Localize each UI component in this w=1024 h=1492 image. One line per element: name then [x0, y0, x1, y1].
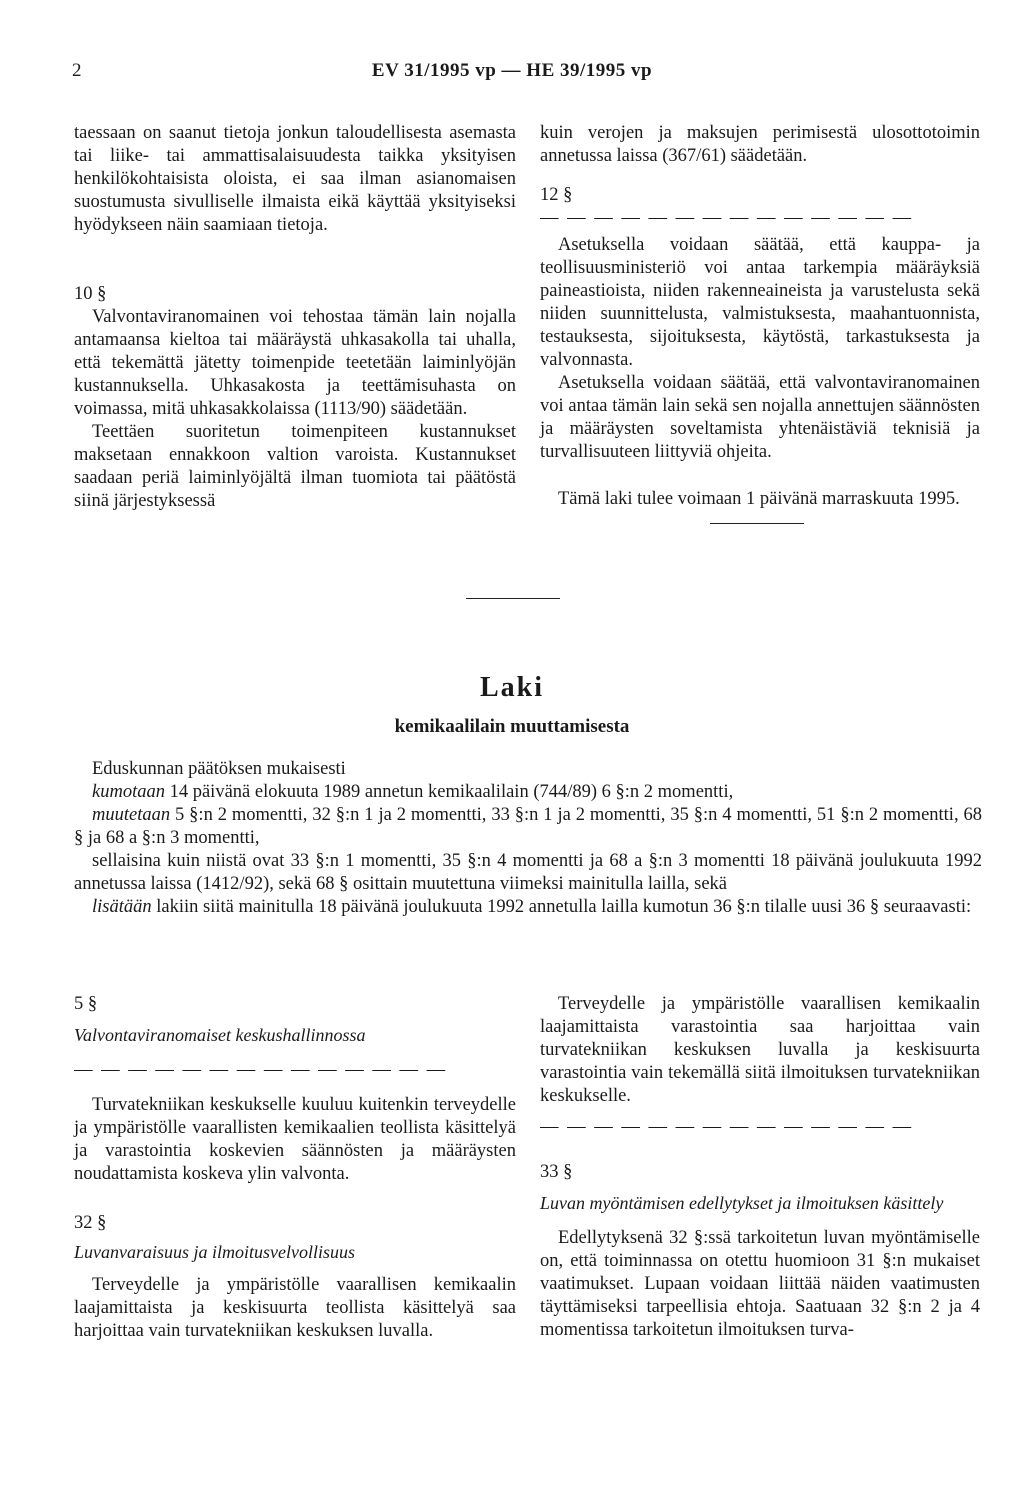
page-number: 2	[72, 60, 82, 81]
law-subtitle: kemikaalilain muuttamisesta	[394, 716, 630, 737]
running-head: EV 31/1995 vp — HE 39/1995 vp	[371, 60, 653, 81]
section-5-heading: Valvontaviranomaiset keskushallinnossa	[74, 1025, 366, 1045]
section-32-heading: Luvanvaraisuus ja ilmoitusvelvollisuus	[74, 1242, 355, 1262]
right-column-bottom	[540, 993, 980, 1342]
section-10-title: 10 §	[74, 284, 107, 304]
entry-into-force: Tämä laki tulee voimaan 1 päivänä marraskuuta 1995.	[558, 489, 960, 509]
enacting-clause	[74, 758, 982, 919]
section-32-paragraph: Terveydelle ja ympäristölle vaarallisen kemikaalin laajamittaista ja keskisuurta teollista käsittelyä saa harjoittaa vain turvatekniikan keskuksen luvalla.	[74, 1275, 516, 1341]
section-10-paragraph-1: Valvontaviranomainen voi tehostaa tämän lain nojalla antamaansa kieltoa tai määräystä uhkasakolla tai uhalla, että tekemättä jätetty toimenpide teetetään laiminlyöjän kustannuksella. Uhkasakosta ja teettämisuhasta on voimassa, mitä uhkasakkolaissa (1113/90) säädetään.	[74, 307, 516, 419]
left-column-top	[74, 122, 516, 513]
as-amended-clause: sellaisina kuin niistä ovat 33 §:n 1 momentti, 35 §:n 4 momentti ja 68 a §:n 3 momentti 18 päivänä joulukuuta 1992 annetussa laissa (1412/92), sekä 68 § osittain muutettuna viimeksi mainitulla lailla, sekä	[74, 851, 982, 894]
end-of-act-rule	[466, 598, 560, 599]
add-clause	[74, 896, 982, 919]
section-5-title: 5 §	[74, 994, 98, 1014]
section-12-paragraph-2: Asetuksella voidaan säätää, että valvontaviranomainen voi antaa tämän lain sekä sen nojalla annettujen säännösten ja määräysten soveltamista yhtenäistäviä teknisiä ja turvallisuuteen liittyviä ohjeita.	[540, 373, 980, 462]
section-33-paragraph: Edellytyksenä 32 §:ssä tarkoitetun luvan myöntämiselle on, että toiminnassa on otettu huomioon 31 §:n mukaiset vaatimukset. Lupaan voidaan liittää näiden vaatimusten täyttämiseksi tarpeellisia ehtoja. Saatuaan 32 §:n 2 ja 4 momentissa tarkoitetun ilmoituksen turva-	[540, 1228, 980, 1340]
short-rule-right	[710, 523, 804, 524]
left-column-bottom	[74, 993, 516, 1343]
repeal-keyword: kumotaan	[92, 782, 165, 802]
continued-paragraph-right: kuin verojen ja maksujen perimisestä ulosottotoimin annetussa laissa (367/61) säädetään.	[540, 123, 980, 166]
section-12-title: 12 §	[540, 185, 573, 205]
section-33-heading: Luvan myöntämisen edellytykset ja ilmoituksen käsittely	[540, 1193, 944, 1213]
intro-line: Eduskunnan päätöksen mukaisesti	[92, 759, 346, 779]
add-keyword: lisätään	[92, 897, 152, 917]
section-32-title: 32 §	[74, 1213, 107, 1233]
omission-dashes-left: — — — — — — — — — — — — — —	[74, 1060, 448, 1080]
section-5-paragraph: Turvatekniikan keskukselle kuuluu kuitenkin terveydelle ja ympäristölle vaarallisten kemikaalien teollista käsittelyä ja varastointia koskevien säännösten ja määräysten noudattamista koskeva ylin valvonta.	[74, 1095, 516, 1184]
omission-dashes: — — — — — — — — — — — — — —	[540, 208, 914, 228]
repeal-clause	[74, 781, 982, 804]
law-title: Laki	[479, 672, 545, 703]
add-text: lakiin siitä mainitulla 18 päivänä joulukuuta 1992 annetulla lailla kumotun 36 §:n tilalle uusi 36 § seuraavasti:	[151, 897, 972, 917]
section-12-paragraph-1: Asetuksella voidaan säätää, että kauppa- ja teollisuusministeriö voi antaa tarkempia määräyksiä paineastioista, niiden rakenneaineista ja varustelusta sekä niiden suunnittelusta, valmistuksesta, maahantuonnista, testauksesta, sijoituksesta, käytöstä, tarkastuksesta ja valvonnasta.	[540, 235, 980, 370]
section-10-paragraph-2: Teettäen suoritetun toimenpiteen kustannukset maksetaan ennakkoon valtion varoista. Kustannukset saadaan periä laiminlyöjältä ilman tuomiota tai päätöstä siinä järjestyksessä	[74, 422, 516, 511]
section-32-paragraph-2: Terveydelle ja ympäristölle vaarallisen kemikaalin laajamittaista varastointia saa harjoittaa vain turvatekniikan keskuksen luvalla ja keskisuurta varastointia vain tekemällä siitä ilmoituksen turvatekniikan keskukselle.	[540, 994, 980, 1106]
amend-text: 5 §:n 2 momentti, 32 §:n 1 ja 2 momentti, 33 §:n 1 ja 2 momentti, 35 §:n 4 momentti, 51 §:n 2 momentti, 68 § ja 68 a §:n 3 momentti,	[74, 805, 982, 848]
amend-clause	[74, 804, 982, 850]
continued-paragraph: taessaan on saanut tietoja jonkun taloudellisesta asemasta tai liike- tai ammattisalaisuudesta taikka yksityisen henkilökohtaisista oloista, ei saa ilman asianomaisen suostumusta sivulliselle ilmaista eikä käyttää yksityiseksi hyödykseen näin saamiaan tietoja.	[74, 123, 516, 235]
repeal-text: 14 päivänä elokuuta 1989 annetun kemikaalilain (744/89) 6 §:n 2 momentti,	[164, 782, 734, 802]
section-33-title: 33 §	[540, 1162, 573, 1182]
right-column-top	[540, 122, 980, 511]
amend-keyword: muutetaan	[92, 805, 171, 825]
omission-dashes-right: — — — — — — — — — — — — — —	[540, 1117, 914, 1137]
